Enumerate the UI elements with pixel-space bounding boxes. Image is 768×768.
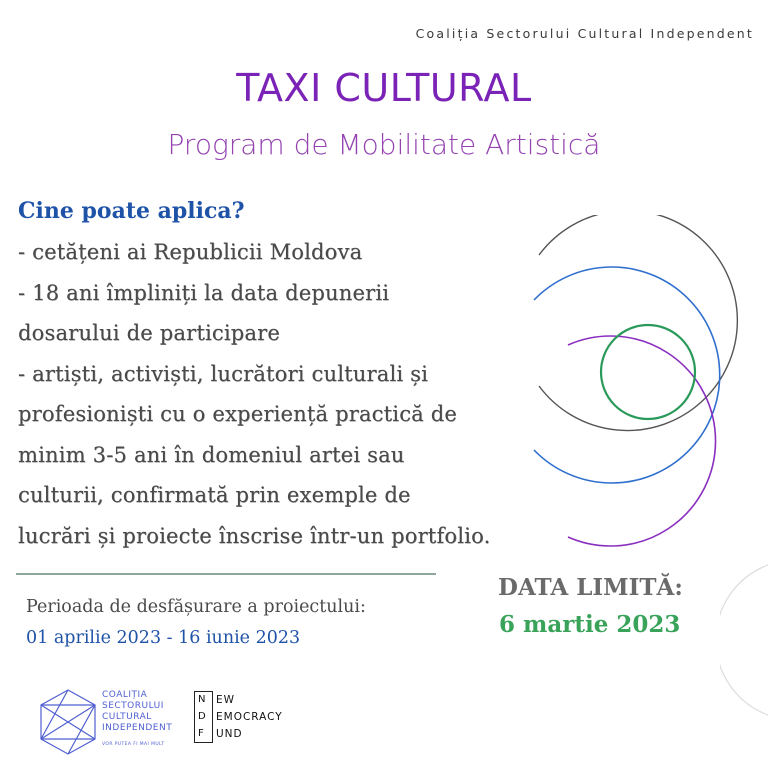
coalition-logo-icon: [38, 688, 98, 756]
gray-arc: [539, 215, 737, 431]
coalition-logo-line: COALIȚIA: [102, 690, 148, 700]
period-dates: 01 aprilie 2023 - 16 iunie 2023: [26, 628, 301, 648]
eligibility-line: lucrări și proiecte înscrise într-un portfolio.: [18, 523, 491, 548]
deadline-label: DATA LIMITĂ:: [498, 574, 683, 601]
coalition-logo-line: CULTURAL: [102, 712, 152, 722]
page-title: TAXI CULTURAL: [236, 66, 532, 110]
ndf-word: EMOCRACY: [216, 711, 283, 723]
ndf-letter: F: [198, 728, 205, 739]
organization-name: Coaliția Sectorului Cultural Independent: [415, 26, 754, 41]
eligibility-line: - 18 ani împliniți la data depunerii: [18, 280, 390, 305]
ndf-letter: D: [198, 711, 207, 722]
eligibility-list: [18, 232, 563, 556]
eligibility-heading: Cine poate aplica?: [18, 198, 245, 224]
corner-arc: [720, 560, 768, 720]
section-divider: [16, 573, 436, 575]
eligibility-line: dosarului de participare: [18, 321, 280, 345]
eligibility-line: culturii, confirmată prin exemple de: [18, 483, 411, 507]
coalition-logo-line: SECTORULUI: [102, 701, 164, 711]
period-label: Perioada de desfășurare a proiectului:: [26, 597, 366, 617]
ndf-word: UND: [216, 728, 243, 740]
ndf-word: EW: [216, 694, 236, 706]
eligibility-line: - artiști, activiști, lucrători culturali și: [18, 361, 429, 386]
ndf-letter: N: [198, 694, 206, 705]
eligibility-line: - cetățeni ai Republicii Moldova: [18, 240, 363, 264]
decorative-circles: [500, 215, 768, 555]
coalition-logo-line: INDEPENDENT: [102, 723, 173, 733]
coalition-logo-text: [102, 690, 172, 734]
purple-arc: [568, 336, 716, 546]
deadline-date: 6 martie 2023: [499, 611, 681, 638]
page-subtitle: Program de Mobilitate Artistică: [167, 128, 601, 161]
eligibility-line: profesioniști cu o experiență practică de: [18, 402, 458, 426]
eligibility-line: minim 3-5 ani în domeniul artei sau: [18, 442, 405, 467]
coalition-logo-tagline: VOR PUTEA FI MAI MULT: [102, 742, 165, 747]
green-circle: [601, 325, 695, 419]
